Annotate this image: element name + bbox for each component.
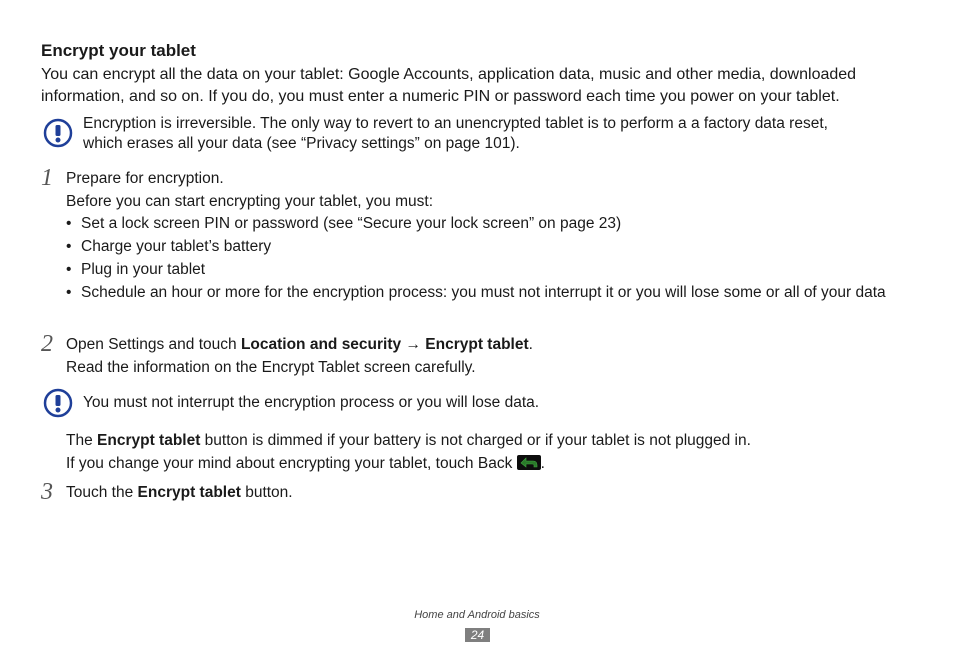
bullet-dot: • [66, 261, 72, 278]
note-line-1 [66, 431, 751, 451]
note-text: . [540, 455, 545, 472]
warning-line: which erases all your data (see “Privacy settings” on page 101). [83, 135, 520, 152]
intro-paragraph: You can encrypt all the data on your tablet: Google Accounts, application data, music and other media, downloaded information, and so on. If you do, you must enter a numeric PIN or password each time you power on your tablet. [41, 66, 857, 105]
step-text: button. [240, 484, 293, 501]
warning-icon [43, 388, 73, 418]
requirements-list [62, 214, 922, 306]
menu-path-encrypt-tablet: Encrypt tablet [425, 336, 529, 353]
bullet-dot: • [66, 238, 72, 255]
note-text: The [66, 432, 98, 449]
step-text: . [528, 336, 533, 353]
list-item-text: Plug in your tablet [81, 261, 206, 278]
warning-text-2: You must not interrupt the encryption process or you will lose data. [83, 394, 540, 411]
list-item [62, 237, 922, 257]
step-3-instruction [66, 483, 293, 503]
arrow: → [401, 336, 426, 353]
encrypt-tablet-label: Encrypt tablet [97, 432, 201, 449]
list-item [62, 214, 922, 234]
page-number: 24 [465, 628, 490, 642]
note-line-2 [66, 454, 545, 474]
list-item-text: Set a lock screen PIN or password (see “Secure your lock screen” on page 23) [81, 215, 622, 232]
bullet-dot: • [66, 284, 72, 301]
step-2-detail: Read the information on the Encrypt Tablet screen carefully. [66, 359, 476, 376]
section-heading: Encrypt your tablet [41, 41, 196, 60]
list-item-text: Schedule an hour or more for the encryption process: you must not interrupt it or you will lose some or all of your data [81, 284, 886, 301]
menu-path-location-security: Location and security [240, 336, 402, 353]
list-item [62, 260, 922, 280]
step-number: 2 [41, 331, 53, 357]
list-item-text: Charge your tablet’s battery [81, 238, 272, 255]
warning-icon [43, 118, 73, 148]
step-title: Prepare for encryption. [66, 170, 224, 187]
warning-text-1 [83, 114, 933, 154]
step-subtitle: Before you can start encrypting your tablet, you must: [66, 193, 434, 210]
bullet-dot: • [66, 215, 72, 232]
note-text: button is dimmed if your battery is not charged or if your tablet is not plugged in. [200, 432, 751, 449]
encrypt-tablet-button-label: Encrypt tablet [137, 484, 241, 501]
step-text: Open Settings and touch [66, 336, 241, 353]
footer-section-title: Home and Android basics [414, 609, 540, 621]
list-item [62, 283, 922, 303]
step-number: 3 [41, 479, 53, 505]
note-text: If you change your mind about encrypting your tablet, touch Back [66, 455, 517, 472]
step-number: 1 [41, 165, 53, 191]
warning-line: Encryption is irreversible. The only way to revert to an unencrypted tablet is to perform a a factory data reset, [83, 115, 828, 132]
step-text: Touch the [66, 484, 138, 501]
back-icon [517, 455, 541, 470]
step-2-instruction [66, 335, 533, 355]
